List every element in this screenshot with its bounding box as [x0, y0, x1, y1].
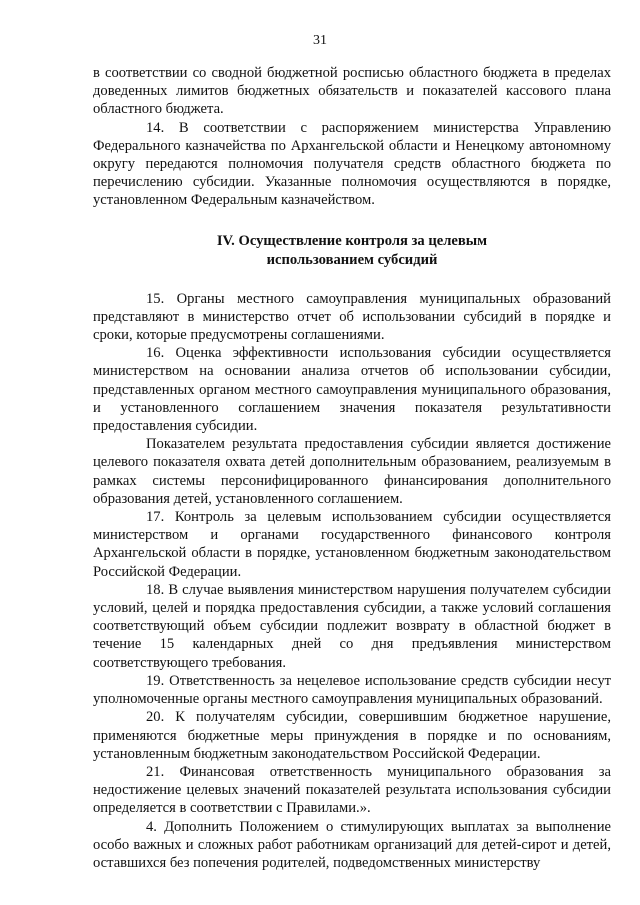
document-body [93, 64, 611, 872]
paragraph-14: 14. В соответствии с распоряжением министерства Управлению Федерального казначейства по Архангельской области и Ненецкому автономному округу передаются полномочия получателя средств областного бюджета по перечислению субсидии. Указанные полномочия осуществляются в порядке, установленном Федеральным казначейством. [93, 119, 611, 209]
paragraph-21: 21. Финансовая ответственность муниципального образования за недостижение целевых значений показателей результата использования субсидии определяется в соответствии с Правилами.». [93, 763, 611, 817]
paragraph-continuation: в соответствии со сводной бюджетной росписью областного бюджета в пределах доведенных лимитов бюджетных обязательств и показателей кассового плана областного бюджета. [93, 65, 611, 118]
paragraph-19: 19. Ответственность за нецелевое использование средств субсидии несут уполномоченные органы местного самоуправления муниципальных образований. [93, 672, 611, 708]
paragraph-item-4: 4. Дополнить Положением о стимулирующих выплатах за выполнение особо важных и сложных работ работникам организаций для детей-сирот и детей, оставшихся без попечения родителей, подведомственных министерству [93, 818, 611, 871]
paragraph-16: 16. Оценка эффективности использования субсидии осуществляется министерством на основании анализа отчетов об использовании субсидии, представленных органом местного самоуправления муниципального образования, и установленного соглашением значения показателя результативности предоставления субсидии. [93, 345, 611, 435]
section-heading-line-2: использованием субсидий [266, 251, 438, 268]
page-number: 31 [313, 33, 327, 48]
paragraph-17: 17. Контроль за целевым использованием субсидии осуществляется министерством и органами государственного финансового контроля Архангельской области в порядке, установленном бюджетным законодательством Российской Федерации. [93, 509, 611, 580]
section-heading-line-1: IV. Осуществление контроля за целевым [216, 232, 488, 249]
paragraph-15: 15. Органы местного самоуправления муниципальных образований представляют в министерство отчет об использовании субсидий в порядке и сроки, которые предусмотрены соглашениями. [93, 290, 611, 344]
section-heading [93, 232, 611, 270]
paragraph-result-indicator: Показателем результата предоставления субсидии является достижение целевого показателя охвата детей дополнительным образованием, реализуемым в рамках системы персонифицированного финансирования дополнительного образования детей, установленного соглашением. [93, 436, 611, 507]
paragraph-20: 20. К получателям субсидии, совершившим бюджетное нарушение, применяются бюджетные меры принуждения в порядке и по основаниям, установленным бюджетным законодательством Российской Федерации. [93, 709, 611, 762]
paragraph-18: 18. В случае выявления министерством нарушения получателем субсидии условий, целей и порядка предоставления субсидии, а также условий соглашения соответствующий объем субсидии подлежит возврату в областной бюджет в течение 15 календарных дней со дня предъявления министерством соответствующего требования. [93, 581, 611, 671]
